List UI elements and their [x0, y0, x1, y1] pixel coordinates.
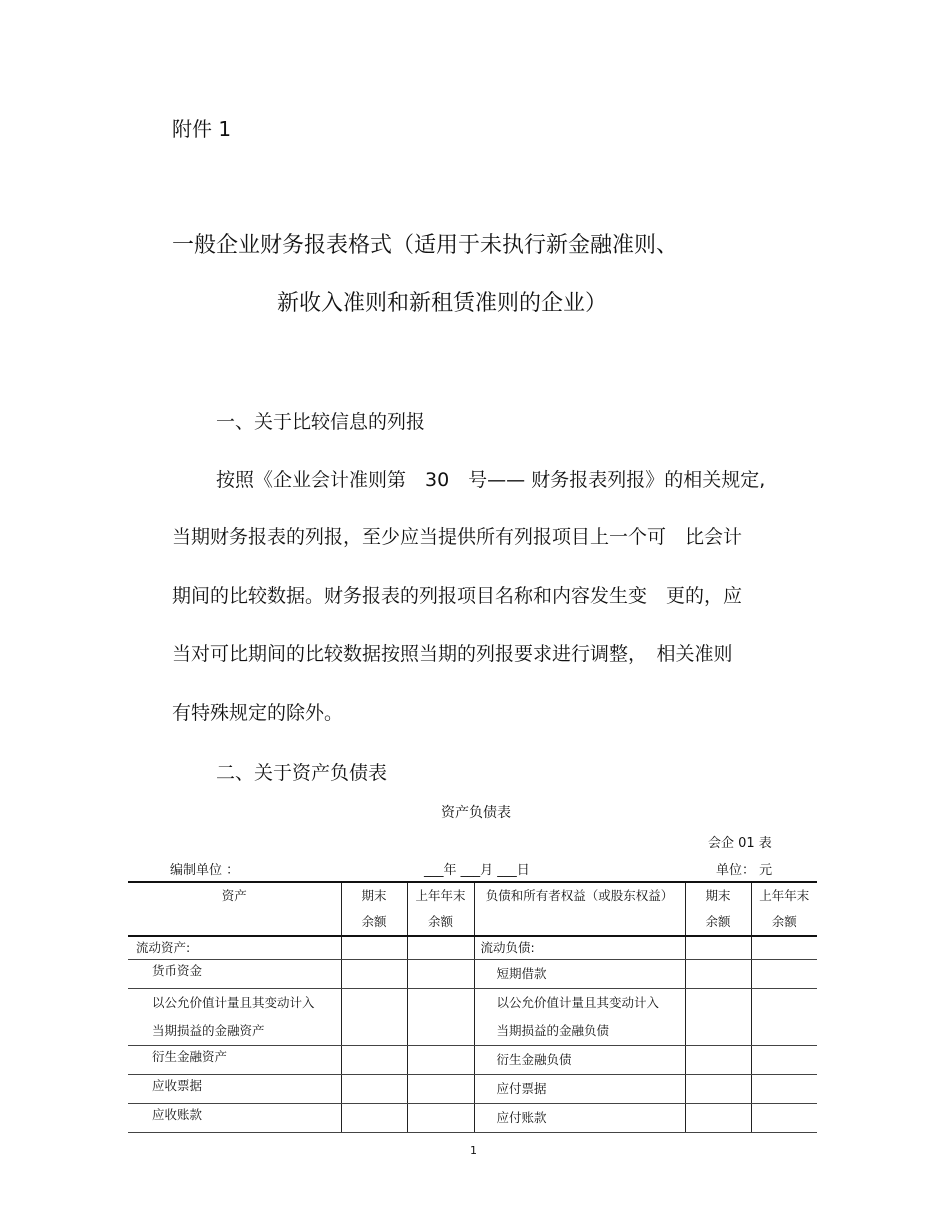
- annex-label: 附件 1: [172, 117, 232, 141]
- table-row: [128, 960, 817, 989]
- table-row: [128, 1104, 817, 1133]
- value-cell: [341, 960, 407, 989]
- value-cell: [341, 1046, 407, 1075]
- balance-sheet-table: [128, 881, 817, 1133]
- value-cell: [751, 989, 817, 1046]
- liability-cell: 短期借款: [474, 960, 685, 989]
- liability-cell: 流动负债:: [474, 936, 685, 960]
- value-cell: [407, 1046, 474, 1075]
- value-cell: [407, 1075, 474, 1104]
- liability-cell: 衍生金融负债: [474, 1046, 685, 1075]
- table-row: [128, 1046, 817, 1075]
- value-cell: [685, 936, 751, 960]
- value-cell: [751, 1046, 817, 1075]
- liability-cell: 以公允价值计量且其变动计入 当期损益的金融负债: [474, 989, 685, 1046]
- table-row: [128, 989, 817, 1046]
- report-date: ___年 ___月 ___日: [424, 863, 530, 878]
- asset-cell: 货币资金: [128, 960, 341, 989]
- paragraph-line: 按照《企业会计准则第 30 号—— 财务报表列报》的相关规定,: [216, 469, 766, 491]
- value-cell: [685, 1104, 751, 1133]
- value-cell: [407, 1104, 474, 1133]
- paragraph-line: 期间的比较数据。财务报表的列报项目名称和内容发生变 更的，应: [172, 585, 743, 607]
- value-cell: [407, 989, 474, 1046]
- paragraph-line: 当期财务报表的列报，至少应当提供所有列报项目上一个可 比会计: [172, 526, 743, 548]
- asset-cell: 应收票据: [128, 1075, 341, 1104]
- currency-unit: 单位： 元: [716, 863, 773, 878]
- value-cell: [751, 960, 817, 989]
- liability-cell: 应付账款: [474, 1104, 685, 1133]
- document-title-line1: 一般企业财务报表格式（适用于未执行新金融准则、: [172, 233, 679, 258]
- value-cell: [407, 936, 474, 960]
- value-cell: [685, 1075, 751, 1104]
- paragraph-line: 有特殊规定的除外。: [172, 702, 344, 724]
- page-number: 1: [470, 1144, 477, 1157]
- table-row: [128, 1075, 817, 1104]
- asset-cell: 流动资产:: [128, 936, 341, 960]
- header-prior-year-end: 上年年末 余额: [751, 882, 817, 936]
- value-cell: [341, 936, 407, 960]
- value-cell: [341, 1075, 407, 1104]
- value-cell: [685, 1046, 751, 1075]
- value-cell: [685, 960, 751, 989]
- value-cell: [751, 1104, 817, 1133]
- value-cell: [751, 1075, 817, 1104]
- section1-heading: 一、关于比较信息的列报: [216, 411, 426, 433]
- table-title: 资产负债表: [441, 805, 511, 821]
- document-title-line2: 新收入准则和新租赁准则的企业）: [277, 291, 608, 316]
- section2-heading: 二、关于资产负债表: [216, 762, 388, 784]
- header-period-end: 期末 余额: [341, 882, 407, 936]
- value-cell: [341, 1104, 407, 1133]
- asset-cell: 以公允价值计量且其变动计入 当期损益的金融资产: [128, 989, 341, 1046]
- asset-cell: 衍生金融资产: [128, 1046, 341, 1075]
- paragraph-line: 当对可比期间的比较数据按照当期的列报要求进行调整， 相关准则: [172, 643, 733, 665]
- header-asset: 资产: [128, 882, 341, 936]
- value-cell: [341, 989, 407, 1046]
- header-period-end: 期末 余额: [685, 882, 751, 936]
- header-prior-year-end: 上年年末 余额: [407, 882, 474, 936]
- value-cell: [751, 936, 817, 960]
- value-cell: [407, 960, 474, 989]
- liability-cell: 应付票据: [474, 1075, 685, 1104]
- header-liabilities-equity: 负债和所有者权益（或股东权益）: [474, 882, 685, 936]
- table-row: [128, 936, 817, 960]
- preparer-unit-label: 编制单位 ：: [170, 863, 240, 878]
- form-number: 会企 01 表: [708, 836, 772, 851]
- value-cell: [685, 989, 751, 1046]
- table-header-row: [128, 882, 817, 936]
- asset-cell: 应收账款: [128, 1104, 341, 1133]
